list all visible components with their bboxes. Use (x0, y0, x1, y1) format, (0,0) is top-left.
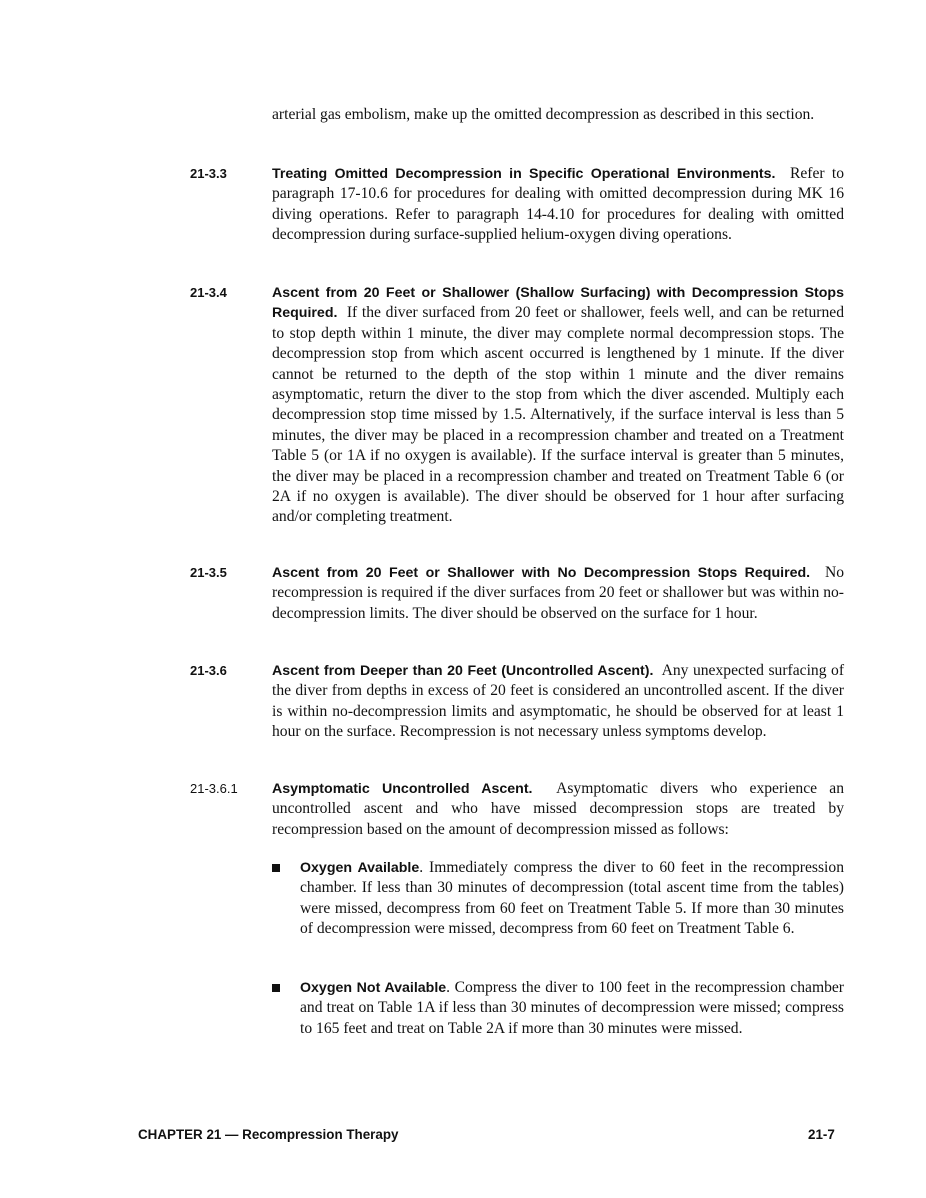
section-number-21-3-6: 21-3.6 (190, 663, 227, 678)
footer-chapter-title: CHAPTER 21 — Recompression Therapy (138, 1127, 399, 1142)
section-number-21-3-6-1: 21-3.6.1 (190, 781, 238, 796)
section-text-21-3-6-1: Asymptomatic divers who experience an uncontrolled ascent and who have missed decompression stops are treated by recompression based on the amount of decompression missed as follows: (272, 780, 844, 838)
section-heading-21-3-6: Ascent from Deeper than 20 Feet (Uncontrolled Ascent). (272, 663, 654, 679)
bullet-item-oxygen-not-available (272, 978, 844, 1039)
section-21-3-3 (272, 164, 844, 246)
section-heading-21-3-6-1: Asymptomatic Uncontrolled Ascent. (272, 781, 533, 797)
section-text-21-3-4: If the diver surfaced from 20 feet or shallower, feels well, and can be returned to stop depth within 1 minute, the diver may complete normal decompression stops. The decompression stop from which ascent occurred is lengthened by 1 minute. If the diver cannot be returned to the depth of the stop within 1 minute and the diver remains asymptomatic, return the diver to the stop from which the diver ascended. Multiply each decompression stop time missed by 1.5. Alternatively, if the surface interval is less than 5 minutes, the diver may be placed in a recompression chamber and treated on a Treatment Table 5 (or 1A if no oxygen is available). If the surface interval is greater than 5 minutes, the diver may be placed in a recompression chamber and treated on Treatment Table 6 (or 2A if no oxygen is available). The diver should be observed for 1 hour after surfacing and/or completing treatment. (272, 304, 844, 526)
section-21-3-6 (272, 661, 844, 743)
continuation-paragraph (272, 105, 844, 125)
section-21-3-6-1 (272, 779, 844, 840)
bullet-text-oxygen-available (300, 858, 844, 940)
square-bullet-icon (272, 864, 280, 872)
section-number-21-3-5: 21-3.5 (190, 565, 227, 580)
bullet-body-oxygen-not-available: . Compress the diver to 100 feet in the recompression chamber and treat on Table 1A if less than 30 minutes of decompression were missed; compress to 165 feet and treat on Table 2A if more than 30 minutes were missed. (300, 979, 844, 1037)
section-text-21-3-5: No recompression is required if the diver surfaces from 20 feet or shallower but was within no-decompression limits. The diver should be observed on the surface for 1 hour. (272, 564, 844, 622)
section-text-21-3-6: Any unexpected surfacing of the diver from depths in excess of 20 feet is considered an uncontrolled ascent. If the diver is within no-decompression limits and asymptomatic, he should be observed for at least 1 hour on the surface. Recompression is not necessary unless symptoms develop. (272, 662, 845, 741)
section-heading-21-3-3: Treating Omitted Decompression in Specific Operational Environments. (272, 166, 776, 182)
bullet-body-oxygen-available: . Immediately compress the diver to 60 feet in the recompression chamber. If less than 30 minutes of decompression (total ascent time from the tables) were missed, decompress from 60 feet on Treatment Table 5. If more than 30 minutes of decompression were missed, decompress from 60 feet on Treatment Table 6. (300, 859, 844, 938)
bullet-text-oxygen-not-available (300, 978, 844, 1039)
bullet-item-oxygen-available (272, 858, 844, 940)
bullet-label-oxygen-available: Oxygen Available (300, 860, 420, 876)
section-text-21-3-3: Refer to paragraph 17-10.6 for procedures for dealing with omitted decompression during MK 16 diving operations. Refer to paragraph 14-4.10 for procedures for dealing with omitted decompression during surface-supplied helium-oxygen diving operations. (272, 165, 844, 244)
footer-page-number: 21-7 (808, 1127, 835, 1142)
bullet-label-oxygen-not-available: Oxygen Not Available (300, 980, 447, 996)
section-21-3-4 (272, 283, 844, 528)
section-number-21-3-3: 21-3.3 (190, 166, 227, 181)
section-number-21-3-4: 21-3.4 (190, 285, 227, 300)
section-21-3-5 (272, 563, 844, 624)
square-bullet-icon (272, 984, 280, 992)
continuation-text: arterial gas embolism, make up the omitted decompression as described in this section. (272, 106, 815, 123)
section-heading-21-3-4: Ascent from 20 Feet or Shallower (Shallow Surfacing) with Decompression Stops Required. (272, 285, 844, 322)
section-heading-21-3-5: Ascent from 20 Feet or Shallower with No Decompression Stops Required. (272, 565, 811, 581)
